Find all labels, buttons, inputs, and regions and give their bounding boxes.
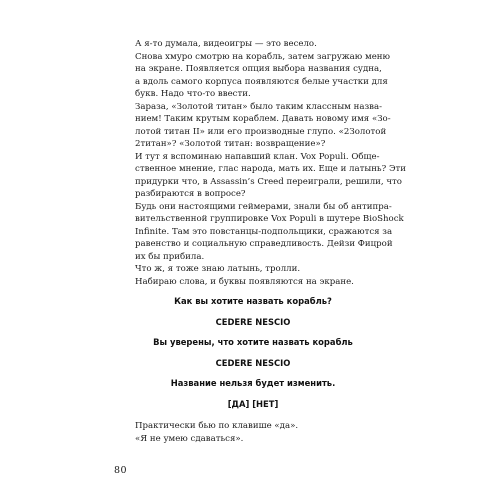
paragraph bbox=[123, 38, 383, 51]
text-line: нием! Таким крутым кораблем. Давать новому имя «Зо- bbox=[135, 114, 391, 124]
game-prompt-line: Название нельзя будет изменить. bbox=[170, 378, 336, 388]
text-line: лотой титан II» или его производные глупо. «2Золотой bbox=[135, 126, 387, 137]
game-screen-text bbox=[123, 291, 383, 414]
paragraph bbox=[123, 151, 407, 201]
text-line: Что ж, я тоже знаю латынь, тролли. bbox=[135, 264, 301, 274]
game-prompt-line: CEDERE NESCIO bbox=[215, 316, 291, 327]
text-line: 2титан»? «Золотой титан: возвращение»? bbox=[135, 139, 326, 149]
paragraph bbox=[123, 263, 383, 276]
text-line: придурки что, в Assassin’s Creed переиграли, решили, что bbox=[135, 176, 402, 187]
paragraph bbox=[123, 420, 383, 433]
page-number: 80 bbox=[114, 465, 128, 476]
text-line: Зараза, «Золотой титан» было таким классным назва- bbox=[135, 101, 382, 112]
text-line: И тут я вспоминаю напавший клан. Vox Populi. Обще- bbox=[135, 151, 380, 162]
text-line: Снова хмуро смотрю на корабль, затем загружаю меню bbox=[135, 51, 390, 62]
paragraph bbox=[123, 101, 391, 151]
page-body bbox=[123, 38, 407, 445]
text-line: равенство и социальную справедливость. Дейзи Фицрой bbox=[135, 239, 393, 249]
text-line: букв. Надо что-то ввести. bbox=[135, 89, 251, 99]
text-line: разбираются в вопросе? bbox=[135, 189, 246, 199]
game-prompt-line: Вы уверены, что хотите назвать корабль bbox=[153, 337, 353, 347]
text-line: «Я не умею сдаваться». bbox=[135, 433, 244, 444]
game-prompt-line: CEDERE NESCIO bbox=[215, 357, 291, 368]
text-line: Будь они настоящими геймерами, знали бы об антипра- bbox=[135, 201, 392, 212]
text-line: Набираю слова, и буквы появляются на экране. bbox=[135, 276, 354, 287]
paragraph bbox=[123, 201, 404, 264]
text-line: а вдоль самого корпуса появляются белые участки для bbox=[135, 76, 388, 87]
game-prompt-line: Как вы хотите назвать корабль? bbox=[174, 296, 332, 306]
text-line: вительственной группировке Vox Populi в шутере BioShock bbox=[135, 214, 404, 224]
paragraph bbox=[123, 51, 390, 101]
text-line: Infinite. Там это повстанцы-подпольщики, сражаются за bbox=[135, 226, 393, 237]
text-line: А я-то думала, видеоигры — это весело. bbox=[135, 39, 317, 49]
text-line: Практически бью по клавише «да». bbox=[135, 421, 299, 431]
game-prompt-line: [ДА] [НЕТ] bbox=[227, 398, 279, 409]
text-line: на экране. Появляется опция выбора названия судна, bbox=[135, 64, 382, 74]
paragraph bbox=[123, 276, 383, 289]
paragraph bbox=[123, 433, 383, 446]
text-line: их бы прибила. bbox=[135, 251, 205, 262]
text-line: ственное мнение, глас народа, мать их. Еще и латынь? Эти bbox=[135, 164, 407, 174]
